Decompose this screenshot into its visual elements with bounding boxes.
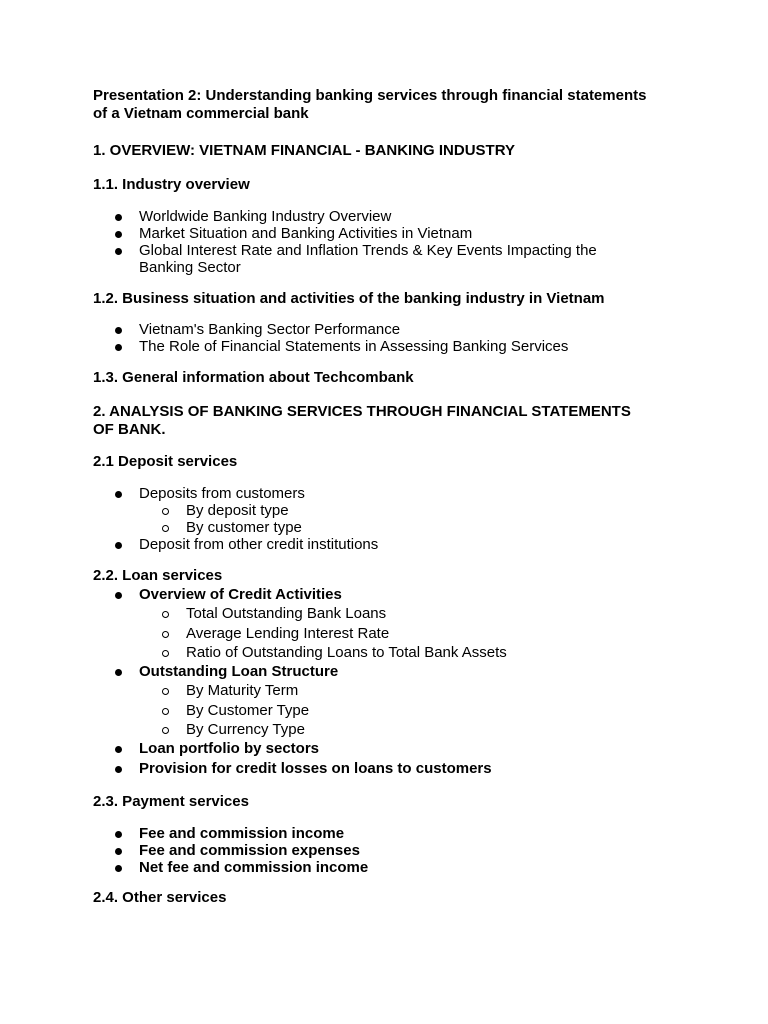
bullet-dot-icon bbox=[115, 766, 122, 773]
bullet-circle-icon bbox=[162, 611, 169, 618]
list-item: Deposits from customers bbox=[0, 485, 690, 502]
section-1-heading: 1. OVERVIEW: VIETNAM FINANCIAL - BANKING INDUSTRY bbox=[93, 142, 515, 159]
list-item: Total Outstanding Bank Loans bbox=[0, 604, 690, 623]
bullet-dot-icon bbox=[115, 848, 122, 855]
list-item: Fee and commission expenses bbox=[0, 842, 690, 859]
section-2-2-heading: 2.2. Loan services bbox=[93, 567, 223, 584]
section-1-1-list bbox=[0, 208, 690, 276]
section-1-2-heading: 1.2. Business situation and activities of the banking industry in Vietnam bbox=[93, 290, 605, 307]
list-item: Ratio of Outstanding Loans to Total Bank Assets bbox=[0, 643, 690, 662]
bullet-dot-icon bbox=[115, 491, 122, 498]
bullet-circle-icon bbox=[162, 525, 169, 532]
section-1-2-list bbox=[0, 321, 690, 355]
section-2-heading bbox=[93, 403, 713, 439]
list-item: Average Lending Interest Rate bbox=[0, 624, 690, 643]
title-line-1: Presentation 2: Understanding banking services through financial statements bbox=[93, 87, 647, 104]
section-2-1-list bbox=[0, 485, 690, 553]
section-2-1-heading: 2.1 Deposit services bbox=[93, 453, 238, 470]
list-item: Net fee and commission income bbox=[0, 859, 690, 876]
list-item: By customer type bbox=[0, 519, 690, 536]
list-item: Provision for credit losses on loans to customers bbox=[0, 759, 690, 778]
list-item: By deposit type bbox=[0, 502, 690, 519]
section-2-4-heading: 2.4. Other services bbox=[93, 889, 227, 906]
bullet-dot-icon bbox=[115, 344, 122, 351]
list-item: Deposit from other credit institutions bbox=[0, 536, 690, 553]
list-item: By Currency Type bbox=[0, 720, 690, 739]
bullet-circle-icon bbox=[162, 508, 169, 515]
section-2-2-list bbox=[0, 585, 690, 778]
bullet-dot-icon bbox=[115, 831, 122, 838]
list-item: By Customer Type bbox=[0, 701, 690, 720]
section-1-3-heading: 1.3. General information about Techcombank bbox=[93, 369, 414, 386]
section-2-heading-line-1: 2. ANALYSIS OF BANKING SERVICES THROUGH FINANCIAL STATEMENTS bbox=[93, 403, 631, 420]
list-item: Loan portfolio by sectors bbox=[0, 739, 690, 758]
list-item: Market Situation and Banking Activities in Vietnam bbox=[0, 225, 690, 242]
bullet-circle-icon bbox=[162, 708, 169, 715]
list-item: Global Interest Rate and Inflation Trends & Key Events Impacting the Banking Sector bbox=[0, 242, 690, 276]
section-1-1-heading: 1.1. Industry overview bbox=[93, 176, 250, 193]
document-title bbox=[93, 87, 733, 123]
bullet-dot-icon bbox=[115, 231, 122, 238]
list-item: Worldwide Banking Industry Overview bbox=[0, 208, 690, 225]
bullet-circle-icon bbox=[162, 631, 169, 638]
list-item: Outstanding Loan Structure bbox=[0, 662, 690, 681]
list-item: By Maturity Term bbox=[0, 681, 690, 700]
section-2-3-heading: 2.3. Payment services bbox=[93, 793, 249, 810]
bullet-dot-icon bbox=[115, 542, 122, 549]
bullet-dot-icon bbox=[115, 669, 122, 676]
list-item: Fee and commission income bbox=[0, 825, 690, 842]
bullet-circle-icon bbox=[162, 650, 169, 657]
title-line-2: of a Vietnam commercial bank bbox=[93, 105, 309, 122]
section-2-3-list bbox=[0, 825, 690, 876]
list-item: Vietnam's Banking Sector Performance bbox=[0, 321, 690, 338]
bullet-dot-icon bbox=[115, 214, 122, 221]
bullet-dot-icon bbox=[115, 248, 122, 255]
bullet-dot-icon bbox=[115, 865, 122, 872]
bullet-dot-icon bbox=[115, 327, 122, 334]
bullet-dot-icon bbox=[115, 592, 122, 599]
list-item: Overview of Credit Activities bbox=[0, 585, 690, 604]
bullet-dot-icon bbox=[115, 746, 122, 753]
bullet-circle-icon bbox=[162, 727, 169, 734]
section-2-heading-line-2: OF BANK. bbox=[93, 421, 166, 438]
list-item: The Role of Financial Statements in Assessing Banking Services bbox=[0, 338, 690, 355]
bullet-circle-icon bbox=[162, 688, 169, 695]
